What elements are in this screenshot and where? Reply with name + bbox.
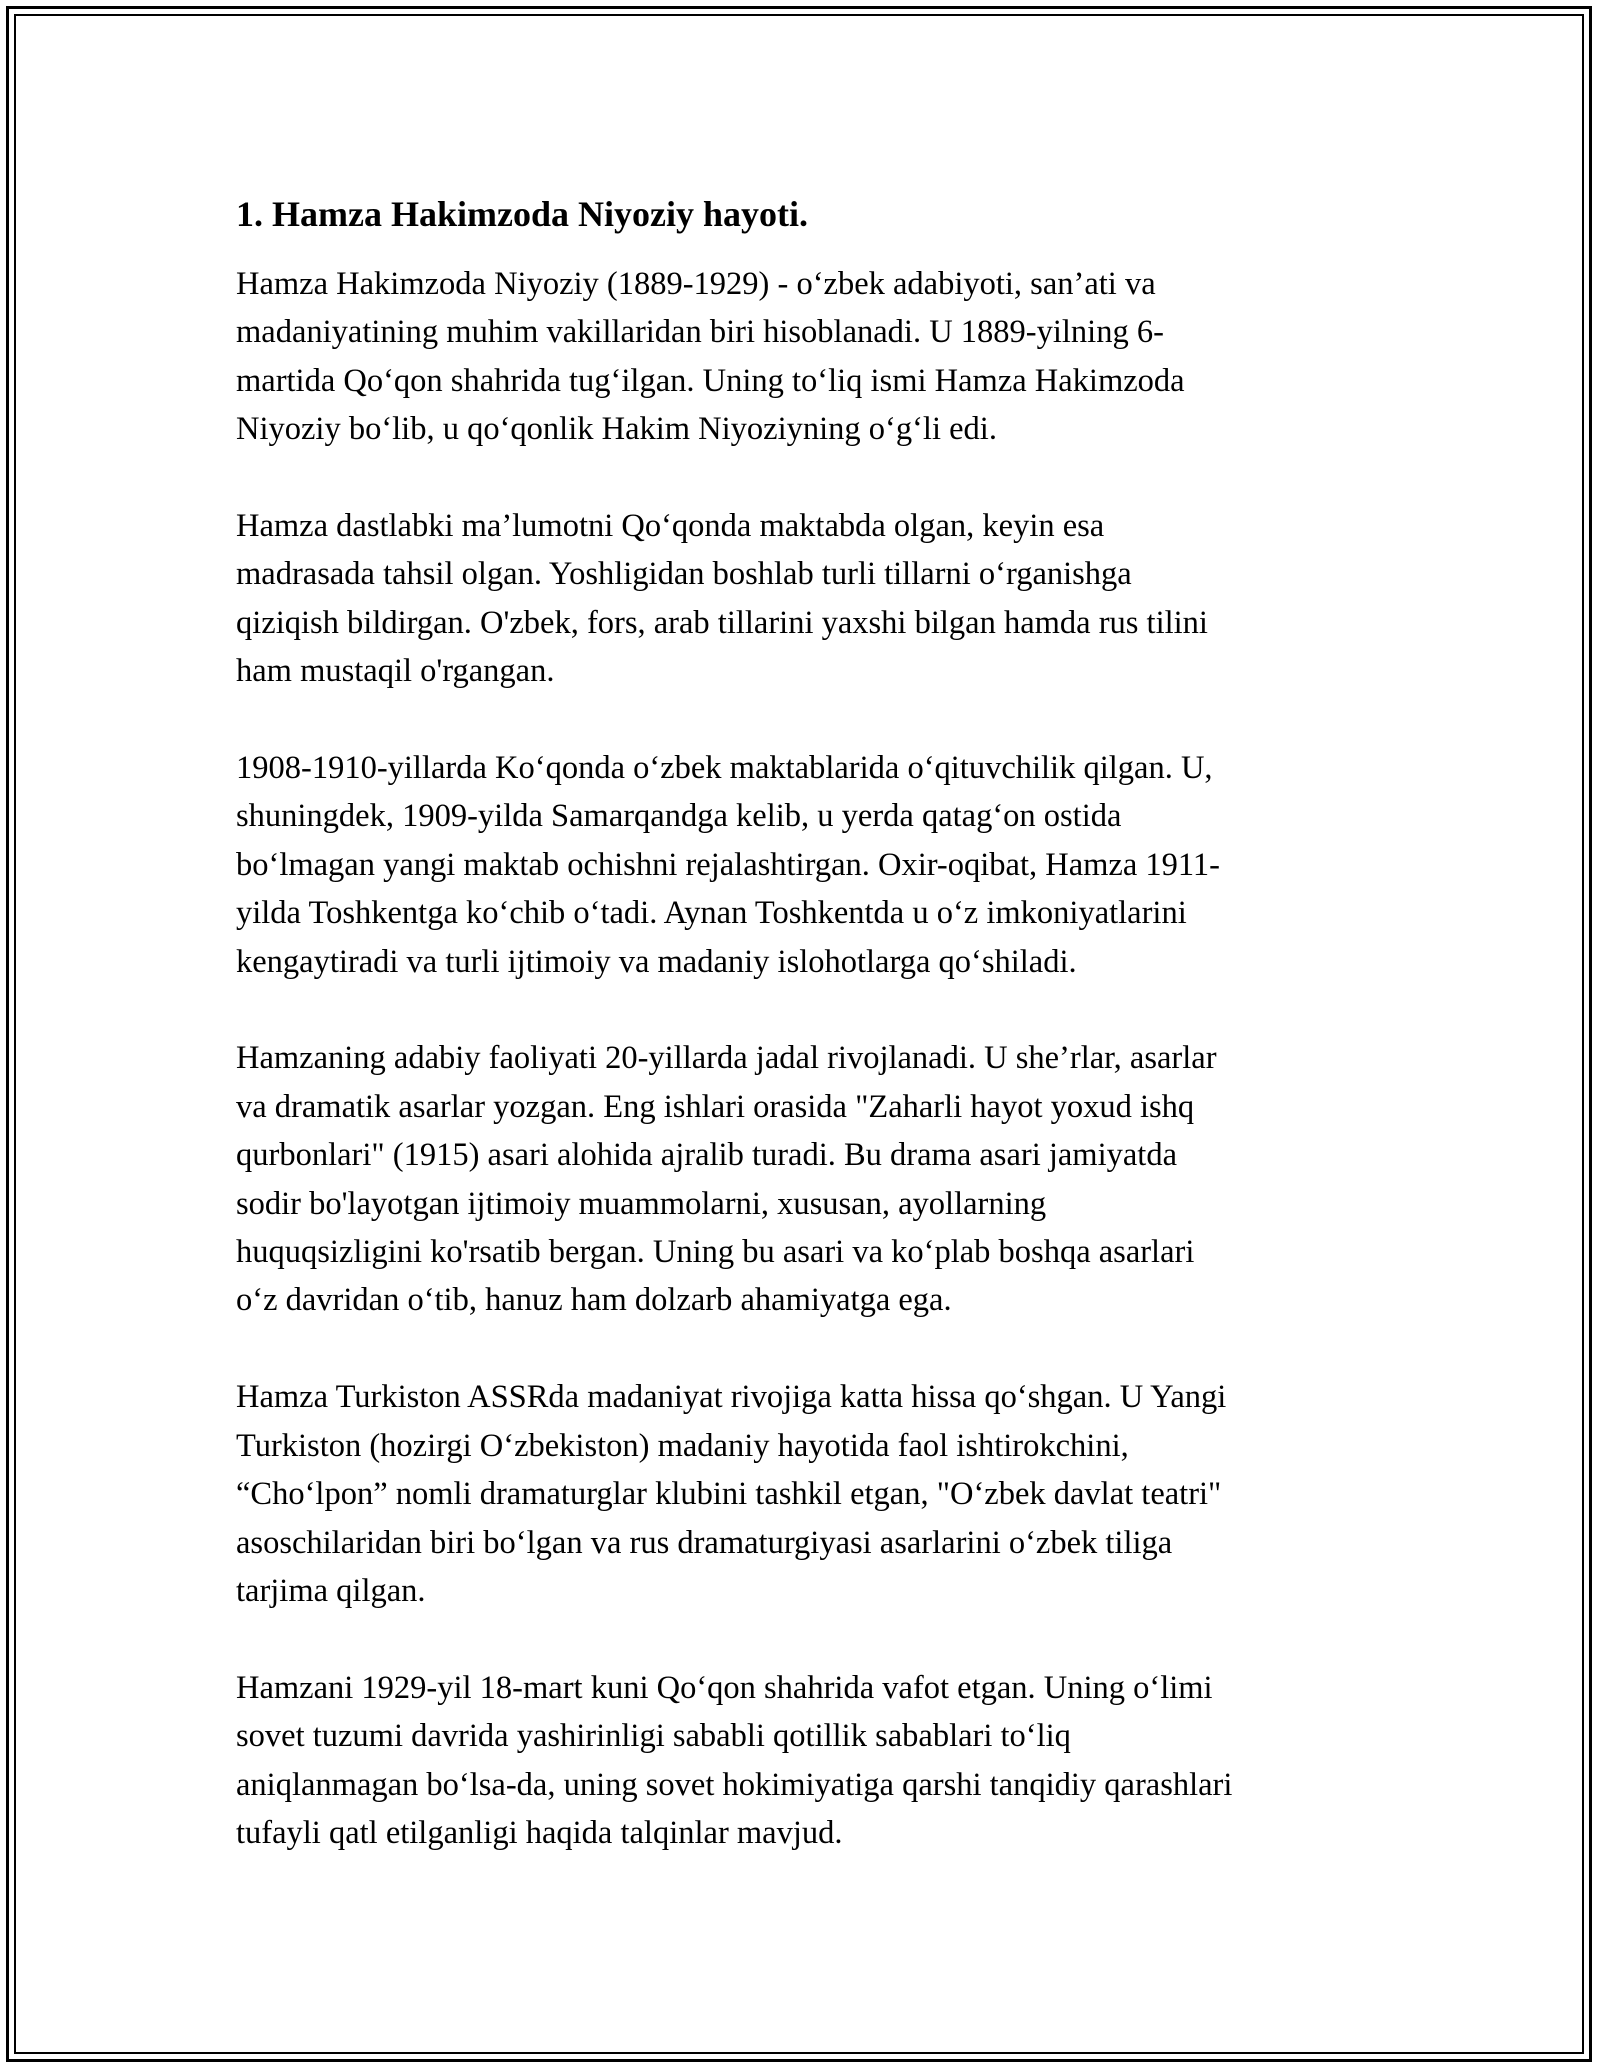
paragraph-line: ham mustaqil o'rgangan.: [236, 653, 555, 690]
paragraph-line: Turkiston (hozirgi O‘zbekiston) madaniy hayotida faol ishtirokchini,: [236, 1427, 1129, 1464]
paragraph-line: bo‘lmagan yangi maktab ochishni rejalashtirgan. Oxir-oqibat, Hamza 1911-: [236, 846, 1220, 883]
paragraph-line: qiziqish bildirgan. O'zbek, fors, arab tillarini yaxshi bilgan hamda rus tilini: [236, 604, 1208, 641]
paragraph-line: “Cho‘lpon” nomli dramaturglar klubini tashkil etgan, "O‘zbek davlat teatri": [236, 1476, 1222, 1513]
paragraph: [236, 744, 1376, 986]
paragraph-line: tufayli qatl etilganligi haqida talqinlar mavjud.: [236, 1814, 843, 1851]
paragraph-line: asoschilaridan biri bo‘lgan va rus dramaturgiyasi asarlarini o‘zbek tiliga: [236, 1524, 1173, 1561]
paragraph: [236, 1373, 1376, 1615]
paragraph-line: Hamza Turkiston ASSRda madaniyat rivojiga katta hissa qo‘shgan. U Yangi: [236, 1379, 1227, 1416]
paragraph-line: Hamzaning adabiy faoliyati 20-yillarda jadal rivojlanadi. U she’rlar, asarlar: [236, 1040, 1217, 1077]
paragraph-line: aniqlanmagan bo‘lsa-da, uning sovet hokimiyatiga qarshi tanqidiy qarashlari: [236, 1766, 1233, 1803]
section-heading: 1. Hamza Hakimzoda Niyoziy hayoti.: [236, 194, 808, 234]
paragraph-line: huquqsizligini ko'rsatib bergan. Uning bu asari va ko‘plab boshqa asarlari: [236, 1234, 1195, 1271]
paragraph-line: va dramatik asarlar yozgan. Eng ishlari orasida "Zaharli hayot yoxud ishq: [236, 1088, 1195, 1125]
paragraph: [236, 1664, 1376, 1858]
paragraph-line: madaniyatining muhim vakillaridan biri hisoblanadi. U 1889-yilning 6-: [236, 314, 1164, 351]
document-body: [236, 190, 1376, 1906]
paragraph-line: qurbonlari" (1915) asari alohida ajralib turadi. Bu drama asari jamiyatda: [236, 1137, 1177, 1174]
paragraph-line: shuningdek, 1909-yilda Samarqandga kelib, u yerda qatag‘on ostida: [236, 798, 1122, 835]
paragraph: [236, 502, 1376, 696]
paragraph-line: sodir bo'layotgan ijtimoiy muammolarni, xususan, ayollarning: [236, 1185, 1047, 1222]
paragraph-line: kengaytiradi va turli ijtimoiy va madaniy islohotlarga qo‘shiladi.: [236, 943, 1077, 980]
paragraph-line: Hamza dastlabki ma’lumotni Qo‘qonda maktabda olgan, keyin esa: [236, 508, 1105, 545]
paragraph-line: martida Qo‘qon shahrida tug‘ilgan. Uning to‘liq ismi Hamza Hakimzoda: [236, 362, 1185, 399]
paragraph-line: sovet tuzumi davrida yashirinligi sababli qotillik sabablari to‘liq: [236, 1718, 1071, 1755]
paragraph-line: 1908-1910-yillarda Ko‘qonda o‘zbek maktablarida o‘qituvchilik qilgan. U,: [236, 750, 1213, 787]
paragraph-line: Hamza Hakimzoda Niyoziy (1889-1929) - o‘zbek adabiyoti, san’ati va: [236, 266, 1156, 302]
paragraph-line: o‘z davridan o‘tib, hanuz ham dolzarb ahamiyatga ega.: [236, 1282, 952, 1319]
paragraph-list: [236, 260, 1376, 1857]
paragraph-line: Hamzani 1929-yil 18-mart kuni Qo‘qon shahrida vafot etgan. Uning o‘limi: [236, 1669, 1213, 1706]
paragraph-line: tarjima qilgan.: [236, 1572, 426, 1609]
paragraph-line: yilda Toshkentga ko‘chib o‘tadi. Aynan Toshkentda u o‘z imkoniyatlarini: [236, 895, 1187, 932]
paragraph-line: Niyoziy bo‘lib, u qo‘qonlik Hakim Niyoziyning o‘g‘li edi.: [236, 411, 997, 448]
paragraph: [236, 1034, 1376, 1324]
paragraph: [236, 260, 1376, 454]
paragraph-line: madrasada tahsil olgan. Yoshligidan boshlab turli tillarni o‘rganishga: [236, 556, 1132, 593]
